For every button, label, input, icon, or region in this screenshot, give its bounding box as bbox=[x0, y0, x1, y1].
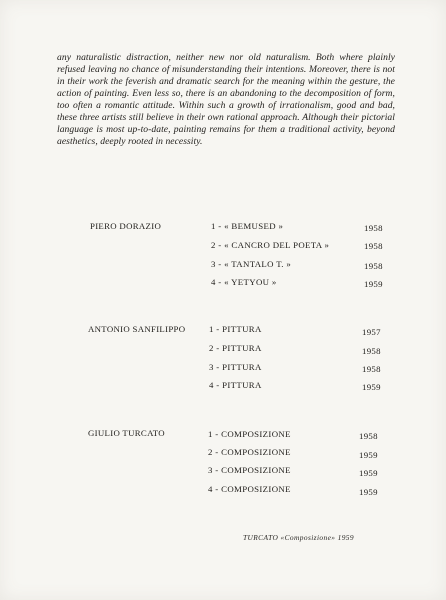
work-year: 1959 bbox=[364, 279, 383, 289]
work-title: 3 - PITTURA bbox=[209, 362, 262, 372]
work-year: 1959 bbox=[359, 487, 378, 497]
work-year: 1959 bbox=[359, 450, 378, 460]
work-year: 1958 bbox=[359, 431, 378, 441]
work-year: 1958 bbox=[364, 223, 383, 233]
work-title: 3 - COMPOSIZIONE bbox=[208, 465, 291, 475]
work-title: 4 - PITTURA bbox=[209, 380, 262, 390]
work-year: 1958 bbox=[364, 241, 383, 251]
work-year: 1958 bbox=[364, 261, 383, 271]
plate-caption: TURCATO «Composizione» 1959 bbox=[243, 533, 354, 542]
work-title: 3 - « TANTALO T. » bbox=[211, 259, 292, 269]
work-title: 2 - « CANCRO DEL POETA » bbox=[211, 240, 330, 250]
work-year: 1958 bbox=[362, 364, 381, 374]
artist-name: ANTONIO SANFILIPPO bbox=[88, 324, 186, 334]
work-title: 1 - PITTURA bbox=[209, 324, 262, 334]
artist-name: PIERO DORAZIO bbox=[90, 221, 162, 231]
work-title: 4 - « YETYOU » bbox=[211, 277, 277, 287]
work-year: 1959 bbox=[362, 382, 381, 392]
artist-name: GIULIO TURCATO bbox=[88, 428, 165, 438]
work-title: 2 - COMPOSIZIONE bbox=[208, 447, 291, 457]
intro-paragraph: any naturalistic distraction, neither new nor old naturalism. Both where plainly refused leaving no chance of misunderstanding their intentions. Moreover, there is not in their work the feverish and dramatic search for the meaning within the gesture, the action of painting. Even less so, there is an abandoning to the decomposition of form, too often a romantic attitude. Within such a growth of irrationalism, good and bad, these three artists still believe in their own rational approach. Although their pictorial language is most up-to-date, painting remains for them a traditional activity, beyond aesthetics, deeply rooted in necessity. bbox=[57, 52, 395, 148]
work-title: 1 - « BEMUSED » bbox=[211, 221, 284, 231]
work-year: 1958 bbox=[362, 346, 381, 356]
work-title: 2 - PITTURA bbox=[209, 343, 262, 353]
work-title: 1 - COMPOSIZIONE bbox=[208, 429, 291, 439]
work-year: 1959 bbox=[359, 468, 378, 478]
work-title: 4 - COMPOSIZIONE bbox=[208, 484, 291, 494]
work-year: 1957 bbox=[362, 327, 381, 337]
